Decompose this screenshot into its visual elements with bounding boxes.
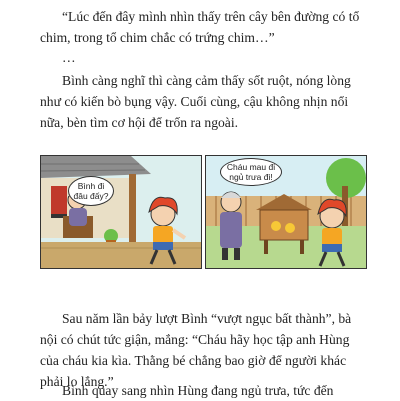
speech-bubble-right: Cháu mau đi ngủ trưa đi! — [220, 158, 282, 186]
paragraph-grandma-scolds: Sau năm lần bảy lượt Bình “vượt ngục bất thành”, bà nội có chút tức giận, mắng: “Cháu hãy học tập anh Hùng của cháu kia kìa. Thằng bé chẳng bao giờ để người khác phải lo lắng.” — [40, 311, 352, 389]
paragraph-bird-nest: “Lúc đến đây mình nhìn thấy trên cây bên đường có tổ chim, trong tổ chim chắc có trứng chim…” — [40, 9, 360, 45]
speech-bubble-left: Bình đi đâu đấy? — [68, 176, 114, 206]
paragraph-binh-escape: Bình càng nghĩ thì càng cảm thấy sốt ruột, nóng lòng như có kiến bò bụng vậy. Cuối cùng, cậu không nhịn nổi nữa, bèn tìm cơ hội để trốn ra ngoài. — [40, 73, 351, 130]
paragraph-binh-looks: Bình quay sang nhìn Hùng đang ngủ trưa, tức đến — [62, 383, 334, 398]
porch-scene — [41, 156, 201, 268]
illustration-grandma-porch — [40, 155, 202, 269]
ellipsis: … — [62, 50, 76, 65]
